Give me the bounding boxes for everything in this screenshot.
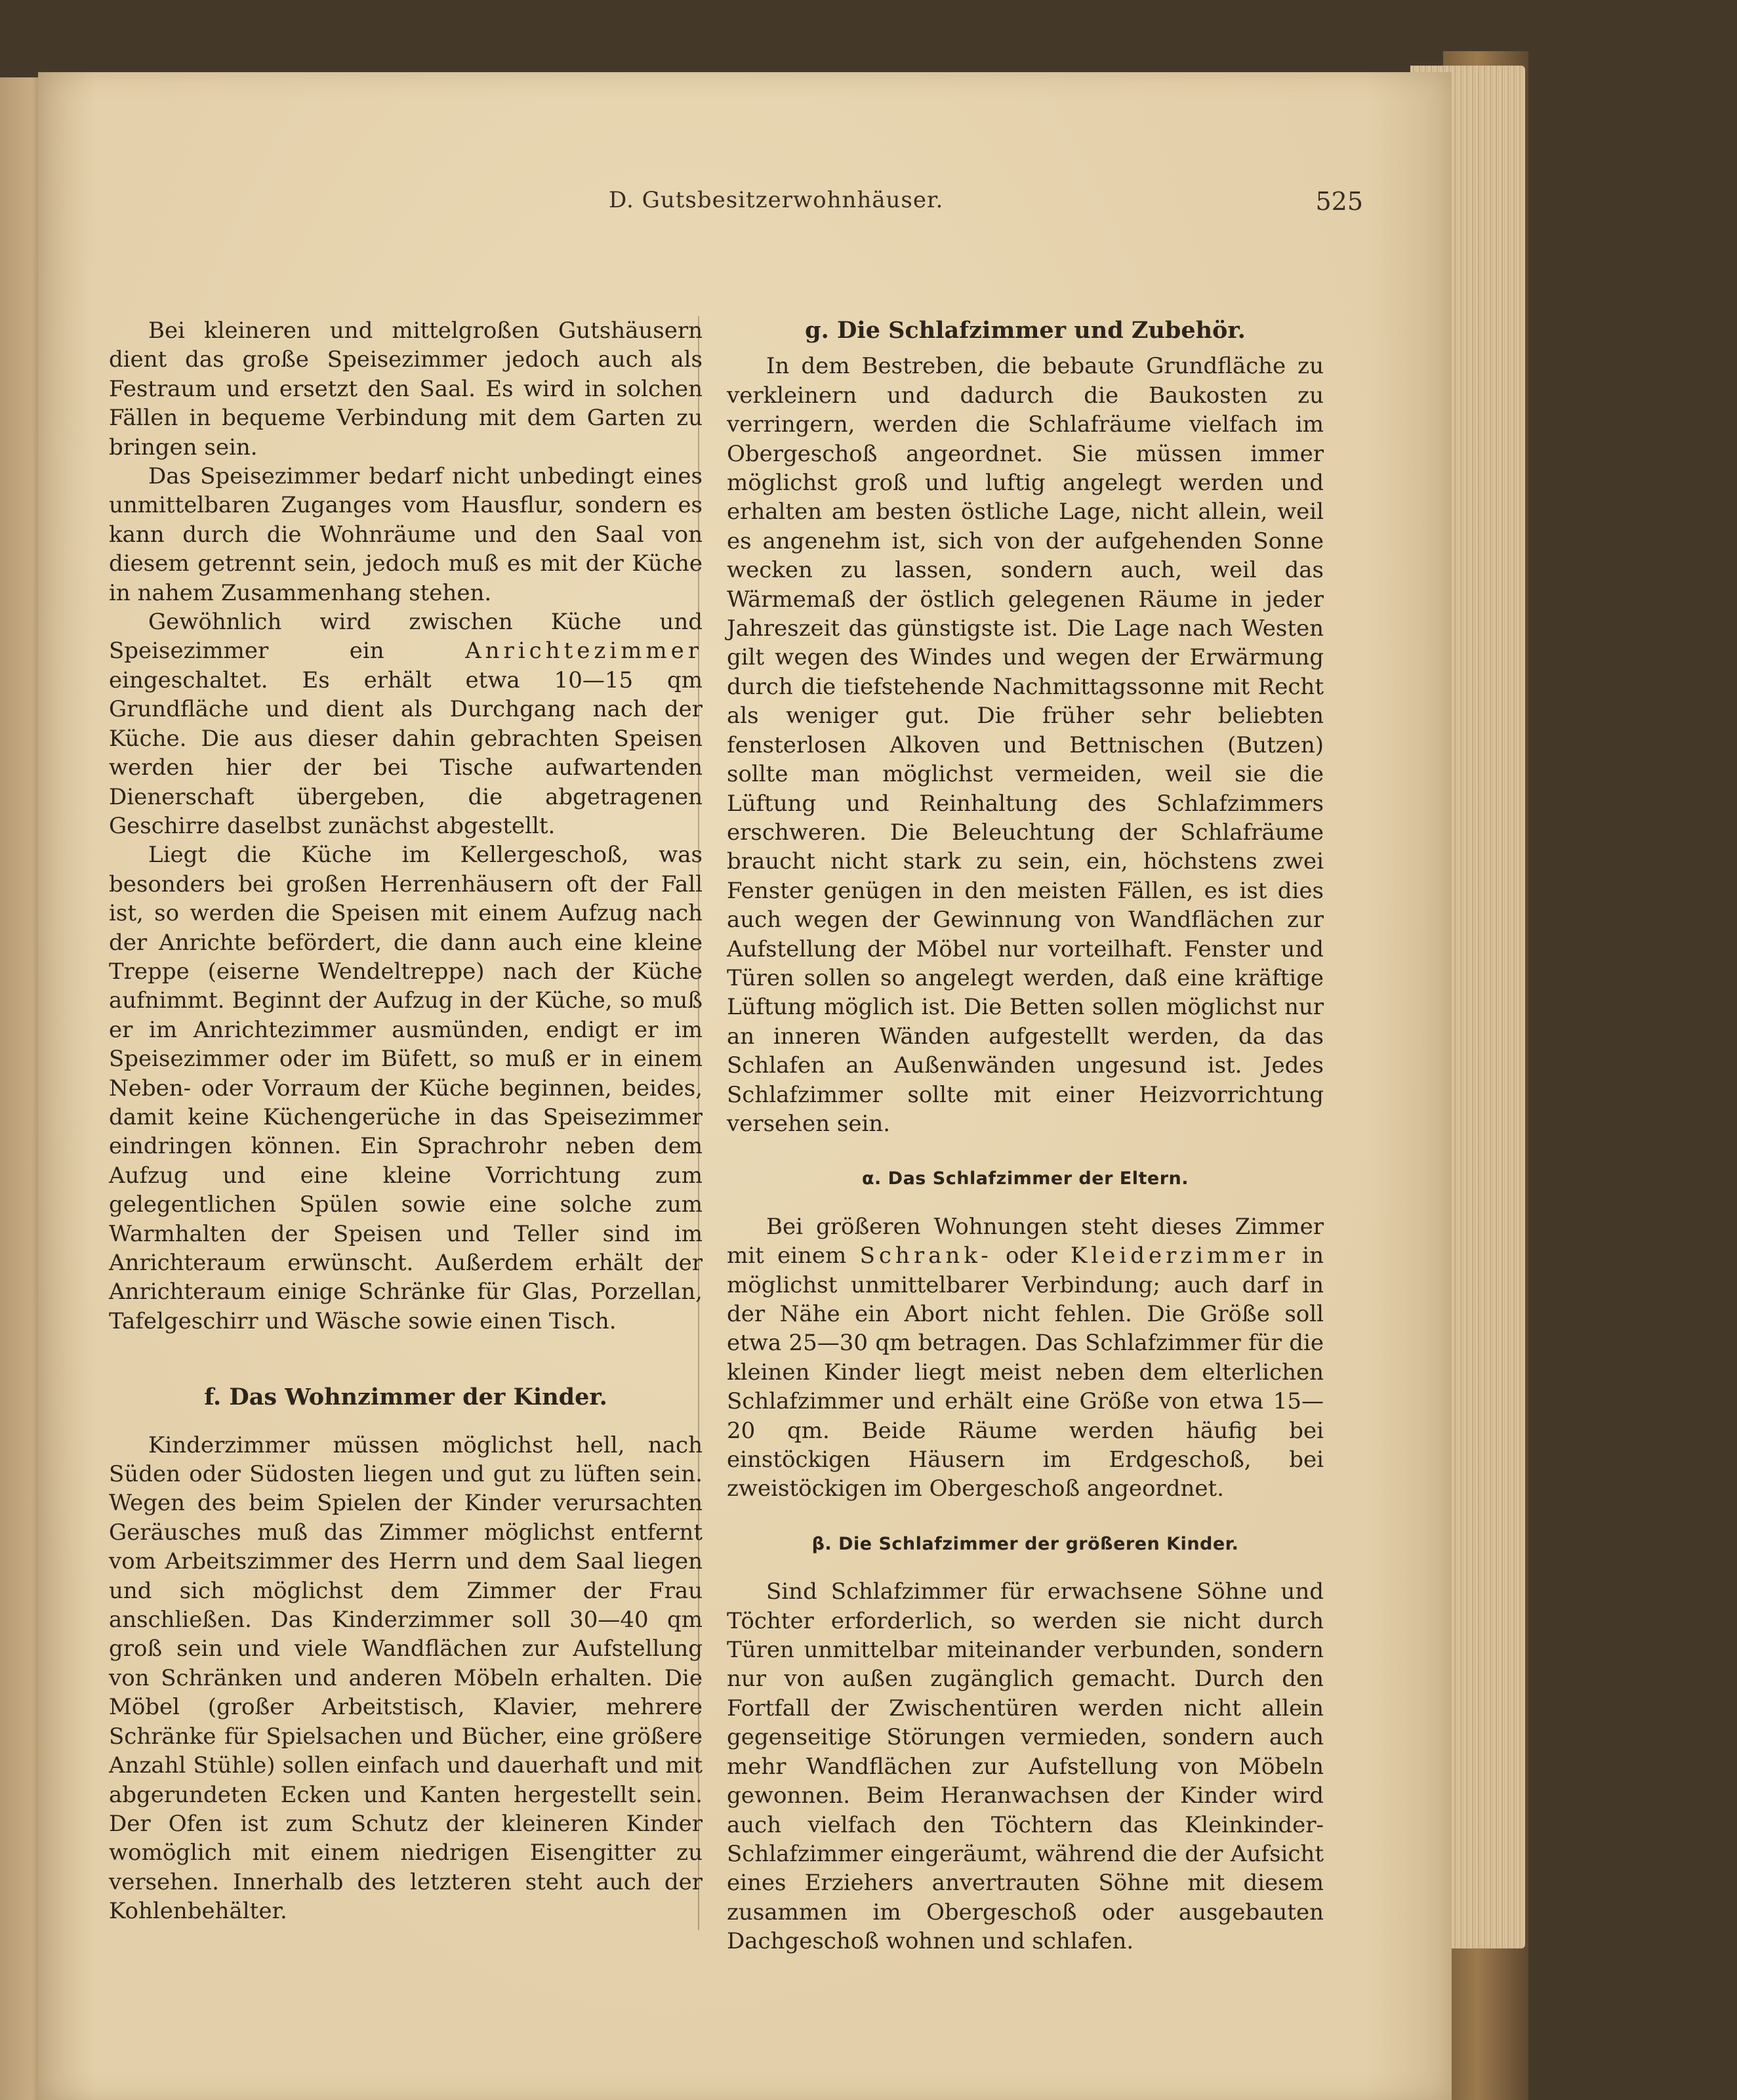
paragraph: In dem Bestreben, die bebaute Grundfläche zu verkleinern und dadurch die Baukosten zu verringern, werden die Schlafräume vielfach im Obergeschoß angeordnet. Sie müssen immer möglichst groß und luftig angelegt werden und erhalten am besten östliche Lage, nicht allein, weil es angenehm ist, sich von der aufgehenden Sonne wecken zu lassen, sondern auch, weil das Wärmemaß der östlich gelegenen Räume in jeder Jahreszeit das günstigste ist. Die Lage nach Westen gilt wegen des Windes und wegen der Erwärmung durch die tiefstehende Nachmittagssonne mit Recht als weniger gut. Die früher sehr beliebten fensterlosen Alkoven und Bettnischen (Butzen) sollte man möglichst vermeiden, weil sie die Lüftung und Reinhaltung des Schlafzimmers erschweren. Die Beleuchtung der Schlafräume braucht nicht stark zu sein, ein, höchstens zwei Fenster genügen in den meisten Fällen, es ist dies auch wegen der Gewinnung von Wandflächen zur Aufstellung der Möbel nur vorteilhaft. Fenster und Türen sollen so angelegt werden, daß eine kräftige Lüftung möglich ist. Die Betten sollen möglichst nur an inneren Wänden aufgestellt werden, da das Schlafen an Außenwänden ungesund ist. Jedes Schlafzimmer sollte mit einer Heizvorrichtung versehen sein. bbox=[727, 353, 1324, 1137]
book-page bbox=[38, 72, 1452, 2100]
section-heading-g: g. Die Schlafzimmer und Zubehör. bbox=[805, 317, 1246, 344]
page-header bbox=[136, 187, 1363, 226]
spacer bbox=[727, 345, 1324, 352]
paragraph-text: Gewöhnlich wird zwischen Küche und Speisezimmer ein bbox=[109, 609, 703, 665]
paragraph bbox=[727, 1212, 1324, 1504]
page-number: 525 bbox=[1315, 187, 1363, 216]
section-heading-f: f. Das Wohnzimmer der Kinder. bbox=[204, 1384, 607, 1411]
spacer bbox=[109, 1412, 703, 1431]
spaced-term: Anrichtezimmer bbox=[465, 638, 703, 665]
spacer bbox=[109, 1336, 703, 1383]
running-head: D. Gutsbesitzerwohnhäuser. bbox=[609, 187, 944, 213]
spacer bbox=[727, 1138, 1324, 1164]
subsection-heading-beta: β. Die Schlafzimmer der größeren Kinder. bbox=[811, 1533, 1239, 1554]
paragraph: Kinderzimmer müssen möglichst hell, nach Süden oder Südosten liegen und gut zu lüften sein. Wegen des beim Spielen der Kinder verursachten Geräusches muß das Zimmer möglichst entfernt vom Arbeitszimmer des Herrn und dem Saal liegen und sich möglichst dem Zimmer der Frau anschließen. Das Kinderzimmer soll 30—40 qm groß sein und viele Wandflächen zur Aufstellung von Schränken und anderen Möbeln erhalten. Die Möbel (großer Arbeitstisch, Klavier, mehrere Schränke für Spielsachen und Bücher, eine größere Anzahl Stühle) sollen einfach und dauerhaft und mit abgerundeten Ecken und Kanten hergestellt sein. Der Ofen ist zum Schutz der kleineren Kinder womöglich mit einem niedrigen Eisengitter zu versehen. Innerhalb des letzteren steht auch der Kohlenbehälter. bbox=[109, 1431, 703, 1925]
paragraph-text: Bei größeren Wohnungen steht dieses Zimmer mit einem bbox=[727, 1213, 1324, 1269]
spacer bbox=[727, 1194, 1324, 1212]
spaced-term: Schrank- bbox=[859, 1243, 992, 1269]
right-column bbox=[727, 316, 1324, 1956]
spaced-term: Kleiderzimmer bbox=[1070, 1243, 1289, 1269]
paragraph: Das Speisezimmer bedarf nicht unbedingt eines unmittelbaren Zuganges vom Hausflur, sondern es kann durch die Wohnräume und den Saal von diesem getrennt sein, jedoch muß es mit der Küche in nahem Zusammenhang stehen. bbox=[109, 463, 703, 606]
paragraph bbox=[109, 607, 703, 840]
paragraph: Liegt die Küche im Kellergeschoß, was besonders bei großen Herrenhäusern oft der Fall ist, so werden die Speisen mit einem Aufzug nach der Anrichte befördert, die dann auch eine kleine Treppe (eiserne Wendeltreppe) nach der Küche aufnimmt. Beginnt der Aufzug in der Küche, so muß er im Anrichtezimmer ausmünden, endigt er im Speisezimmer oder im Büfett, so muß er in einem Neben- oder Vorraum der Küche beginnen, beides, damit keine Küchengerüche in das Speisezimmer eindringen können. Ein Sprachrohr neben dem Aufzug und eine kleine Vorrichtung zum gelegentlichen Spülen sowie eine solche zum Warmhalten der Speisen und Teller sind im Anrichteraum erwünscht. Außerdem erhält der Anrichteraum einige Schränke für Glas, Porzellan, Tafelgeschirr und Wäsche sowie einen Tisch. bbox=[109, 842, 703, 1334]
paragraph-text: in möglichst unmittelbarer Verbindung; auch darf in der Nähe ein Abort nicht fehlen. Die Größe soll etwa 25—30 qm betragen. Das Schlafzimmer für die kleinen Kinder liegt meist neben dem elterlichen Schlafzimmer und erhält eine Größe von etwa 15—20 qm. Beide Räume werden häufig bei einstöckigen Häusern im Erdgeschoß, bei zweistöckigen im Obergeschoß angeordnet. bbox=[727, 1243, 1324, 1502]
column-divider bbox=[698, 316, 699, 1930]
spacer bbox=[727, 1559, 1324, 1577]
spacer bbox=[727, 1504, 1324, 1530]
left-column bbox=[109, 316, 703, 1926]
paragraph: Bei kleineren und mittelgroßen Gutshäusern dient das große Speisezimmer jedoch auch als Festraum und ersetzt den Saal. Es wird in solchen Fällen in bequeme Verbindung mit dem Garten zu bringen sein. bbox=[109, 318, 703, 461]
paragraph-text: eingeschaltet. Es erhält etwa 10—15 qm Grundfläche und dient als Durchgang nach der Küche. Die aus dieser dahin gebrachten Speisen werden hier der bei Tische aufwartenden Dienerschaft übergeben, die abgetragenen Geschirre daselbst zunächst abgestellt. bbox=[109, 667, 703, 839]
subsection-heading-alpha: α. Das Schlafzimmer der Eltern. bbox=[861, 1168, 1189, 1189]
paragraph-text: oder bbox=[1006, 1243, 1057, 1269]
paragraph: Sind Schlafzimmer für erwachsene Söhne und Töchter erforderlich, so werden sie nicht durch Türen unmittelbar miteinander verbunden, sondern nur von außen zugänglich gemacht. Durch den Fortfall der Zwischentüren werden nicht allein gegenseitige Störungen vermieden, sondern auch mehr Wandflächen zur Aufstellung von Möbeln gewonnen. Beim Heranwachsen der Kinder wird auch vielfach den Töchtern das Kleinkinder-Schlafzimmer eingeräumt, während die der Aufsicht eines Erziehers anvertrauten Söhne mit diesem zusammen im Obergeschoß oder ausgebauten Dachgeschoß wohnen und schlafen. bbox=[727, 1578, 1324, 1955]
